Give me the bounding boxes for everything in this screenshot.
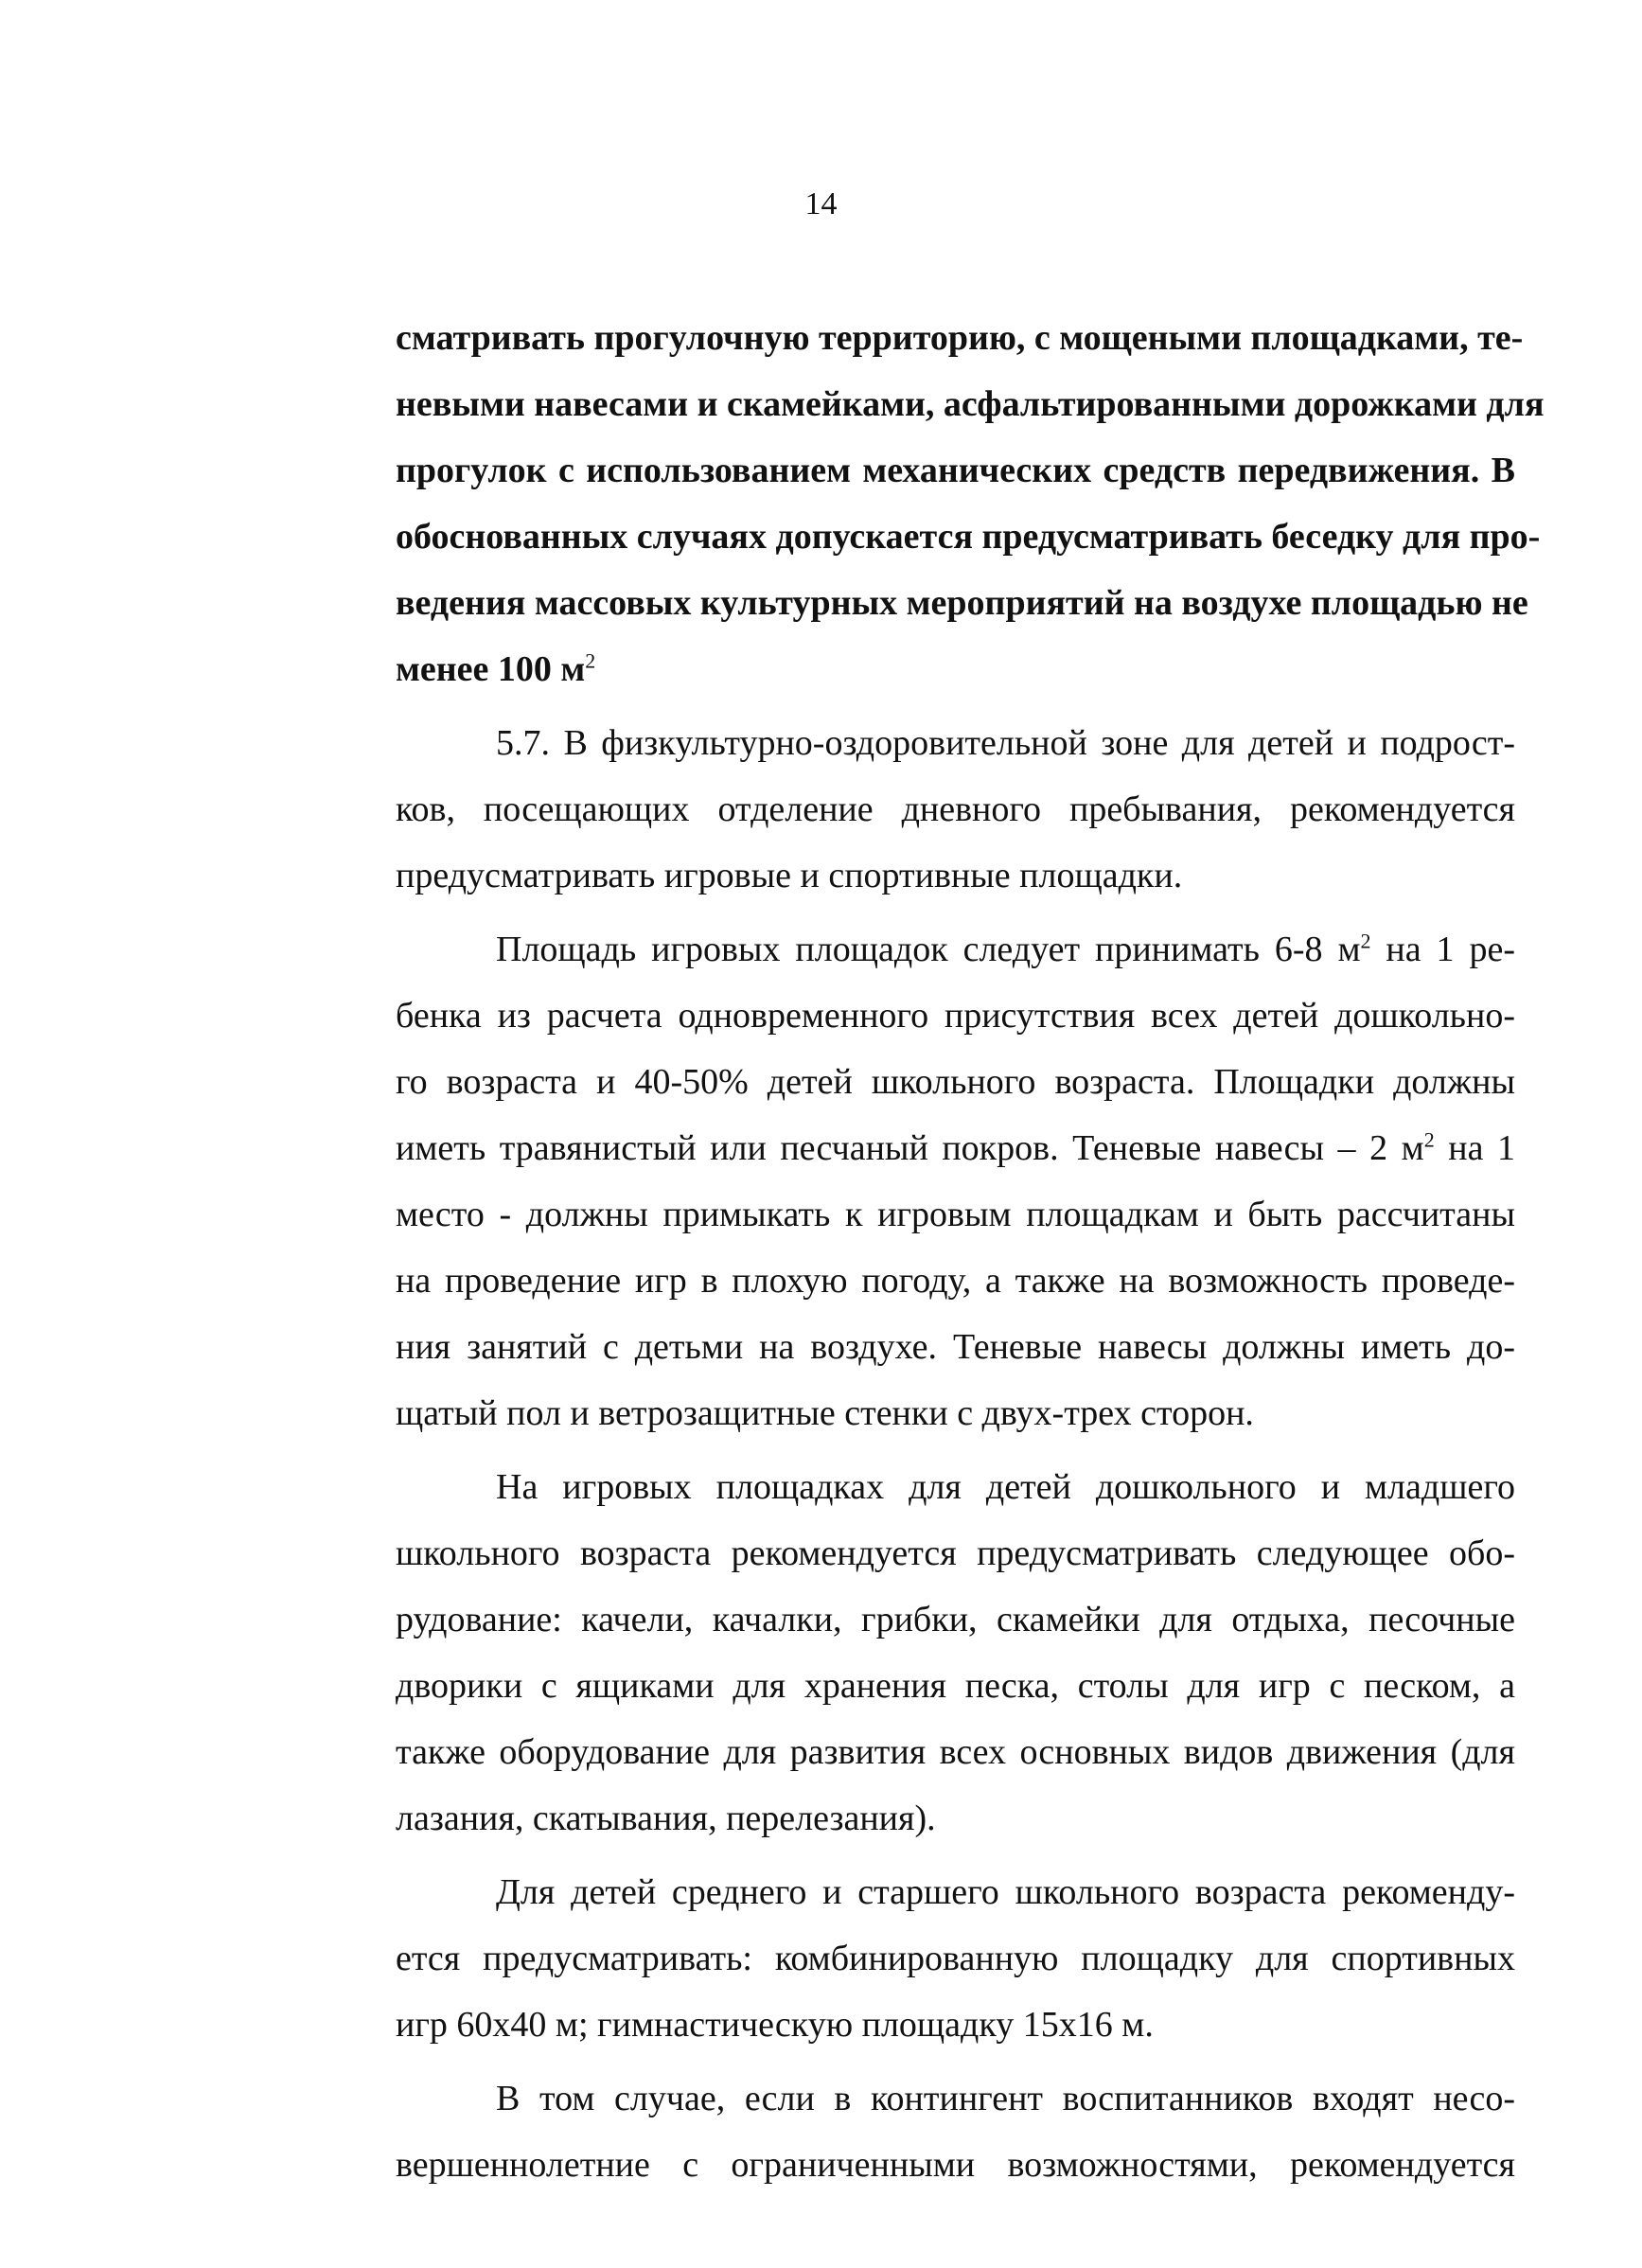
text-line: лазания, скатывания, перелезания). [396, 1798, 936, 1838]
text-line: На игровых площадках для детей дошкольного и младшего [496, 1467, 1515, 1507]
text-line: предусматривать игровые и спортивные площадки. [396, 856, 1183, 895]
text-line: вершеннолетние с ограниченными возможностями, рекомендуется [396, 2145, 1515, 2185]
text-line: также оборудование для развития всех основных видов движения (для [396, 1732, 1515, 1772]
paragraph-3 [396, 916, 1515, 1446]
paragraph-5 [396, 1859, 1515, 2058]
text-line [396, 916, 1515, 983]
paragraph-6 [396, 2065, 1515, 2198]
text-line [396, 1115, 1515, 1181]
superscript: 2 [1360, 929, 1371, 953]
text-line: ется предусматривать: комбинированную площадку для спортивных [396, 1939, 1515, 1978]
text-line: прогулок с использованием механических средств передвижения. В [396, 451, 1515, 490]
text-line [396, 636, 1515, 702]
paragraph-2 [396, 710, 1515, 909]
text-line: на проведение игр в плохую погоду, а также на возможность проведе- [396, 1261, 1515, 1301]
text-line: дворики с ящиками для хранения песка, столы для игр с песком, а [396, 1666, 1515, 1706]
text-line: ков, посещающих отделение дневного пребывания, рекомендуется [396, 789, 1515, 829]
text-line: 5.7. В физкультурно-оздоровительной зоне для детей и подрост- [496, 723, 1515, 763]
text-line: рудование: качели, качалки, грибки, скамейки для отдыха, песочные [396, 1600, 1515, 1639]
superscript: 2 [1423, 1127, 1435, 1152]
text-line: бенка из расчета одновременного присутствия всех детей дошкольно- [396, 996, 1515, 1036]
text-line: игр 60х40 м; гимнастическую площадку 15х16 м. [396, 2005, 1154, 2045]
text-line: ния занятий с детьми на воздухе. Теневые навесы должны иметь до- [396, 1327, 1515, 1367]
text-line: школьного возраста рекомендуется предусматривать следующее обо- [396, 1533, 1515, 1573]
text-run: менее 100 м [396, 649, 586, 689]
text-run: на 1 ре- [1370, 930, 1515, 969]
text-line: го возраста и 40-50% детей школьного возраста. Площадки должны [396, 1062, 1515, 1102]
text-line: ведения массовых культурных мероприятий на воздухе площадью не [396, 583, 1528, 623]
text-line: невыми навесами и скамейками, асфальтированными дорожками для [396, 384, 1545, 424]
paragraph-4 [396, 1454, 1515, 1852]
text-run: иметь травянистый или песчаный покров. Теневые навесы – 2 м [396, 1128, 1424, 1168]
text-line: сматривать прогулочную территорию, с мощеными площадками, те- [396, 318, 1524, 358]
text-line: место - должны примыкать к игровым площадкам и быть рассчитаны [396, 1195, 1515, 1234]
text-run: Площадь игровых площадок следует принимать 6-8 м [496, 930, 1361, 969]
text-line: Для детей среднего и старшего школьного возраста рекоменду- [496, 1872, 1515, 1912]
body-text [396, 305, 1545, 2198]
text-line: щатый пол и ветрозащитные стенки с двух-трех сторон. [396, 1393, 1254, 1433]
paragraph-1 [396, 305, 1545, 702]
page-number: 14 [804, 186, 838, 221]
text-line: обоснованных случаях допускается предусматривать беседку для про- [396, 517, 1541, 557]
superscript: 2 [585, 648, 596, 673]
text-line: В том случае, если в контингент воспитанников входят несо- [496, 2079, 1515, 2118]
text-run: на 1 [1434, 1128, 1516, 1168]
